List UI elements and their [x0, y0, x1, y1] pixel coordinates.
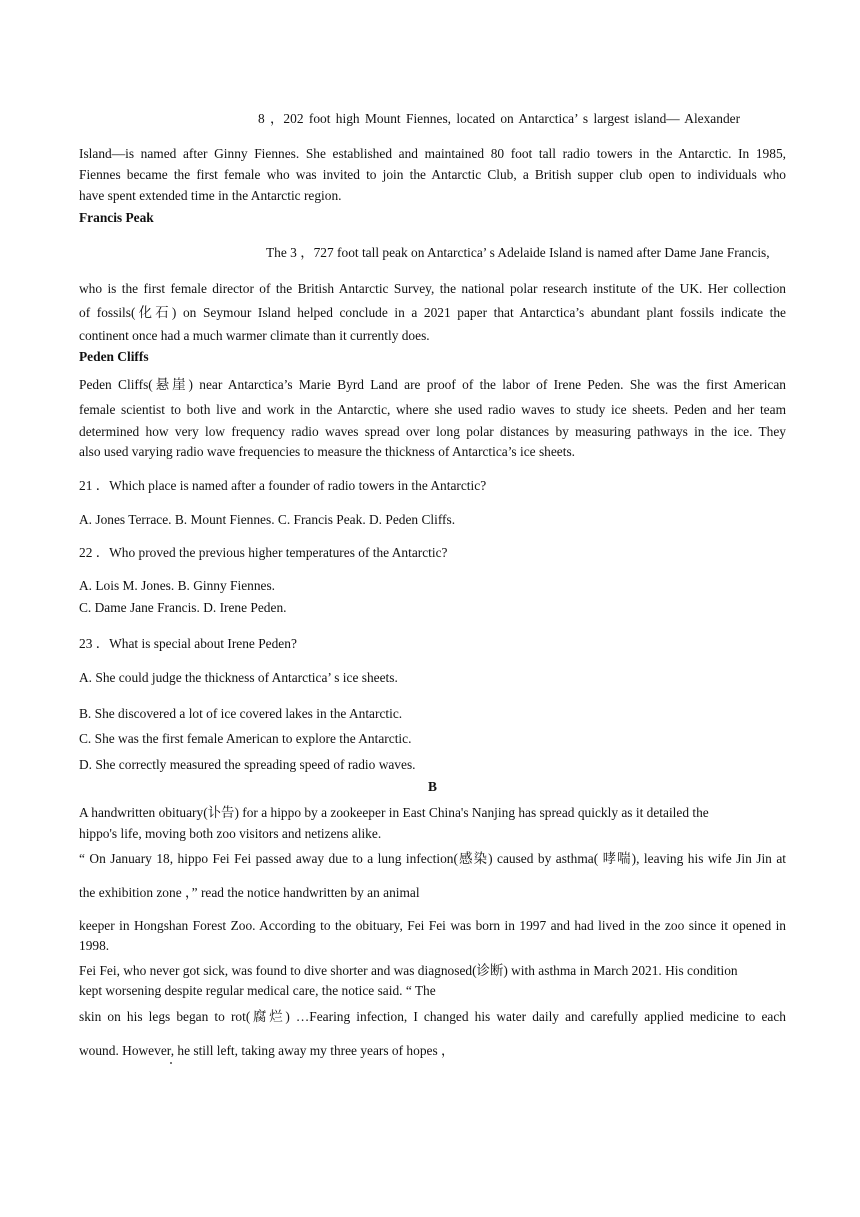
passage-b-line-8: kept worsening despite regular medical care, the notice said. “ The	[79, 983, 436, 998]
passage-b-line-4: the exhibition zone ，” read the notice handwritten by an animal	[79, 885, 420, 900]
peden-line-4: also used varying radio wave frequencies to measure the thickness of Antarctica’s ice sheets.	[79, 444, 576, 459]
passage-b-line-2: hippo's life, moving both zoo visitors and netizens alike.	[79, 826, 382, 841]
passage-label-b: B	[428, 779, 437, 794]
passage-b-line-6: 1998.	[79, 938, 110, 953]
question-23-option-d: D. She correctly measured the spreading speed of radio waves.	[79, 757, 416, 772]
section-heading-peden-cliffs: Peden Cliffs	[79, 349, 149, 364]
question-23-option-b: B. She discovered a lot of ice covered lakes in the Antarctic.	[79, 706, 403, 721]
francis-line-1: The 3 ，727 foot tall peak on Antarctica’ s Adelaide Island is named after Dame Jane Francis,	[266, 245, 770, 260]
peden-line-3: determined how very low frequency radio waves spread over long polar distances by measuring pathways in the ice. They	[79, 424, 786, 439]
stray-mark	[170, 1062, 172, 1064]
question-23-option-a: A. She could judge the thickness of Antarctica’ s ice sheets.	[79, 670, 398, 685]
fiennes-line-2: Island—is named after Ginny Fiennes. She established and maintained 80 foot tall radio towers in the Antarctic. In 1985,	[79, 146, 786, 161]
passage-b-line-9: skin on his legs began to rot(腐烂) …Fearing infection, I changed his water daily and carefully applied medicine to each	[79, 1009, 786, 1024]
fiennes-line-3: Fiennes became the first female who was invited to join the Antarctic Club, a British supper club open to individuals who	[79, 167, 786, 182]
passage-b-line-3: “ On January 18, hippo Fei Fei passed away due to a lung infection(感染) caused by asthma( 哮喘), leaving his wife Jin Jin at	[79, 851, 786, 866]
francis-line-4: continent once had a much warmer climate than it currently does.	[79, 328, 430, 343]
question-21-options: A. Jones Terrace. B. Mount Fiennes. C. Francis Peak. D. Peden Cliffs.	[79, 512, 456, 527]
peden-line-2: female scientist to both live and work in the Antarctic, where she used radio waves to study ice sheets. Peden and her team	[79, 402, 786, 417]
question-22: 22 ．Who proved the previous higher temperatures of the Antarctic?	[79, 545, 448, 560]
question-22-options-line-1: A. Lois M. Jones. B. Ginny Fiennes.	[79, 578, 276, 593]
section-heading-francis-peak: Francis Peak	[79, 210, 154, 225]
passage-b-line-7: Fei Fei, who never got sick, was found to dive shorter and was diagnosed(诊断) with asthma in March 2021. His condition	[79, 963, 738, 978]
francis-line-2: who is the first female director of the British Antarctic Survey, the national polar research institute of the UK. Her collection	[79, 281, 786, 296]
question-22-options-line-2: C. Dame Jane Francis. D. Irene Peden.	[79, 600, 287, 615]
fiennes-line-1: 8 ，202 foot high Mount Fiennes, located on Antarctica’ s largest island— Alexander	[258, 111, 741, 126]
question-21: 21 ．Which place is named after a founder of radio towers in the Antarctic?	[79, 478, 487, 493]
question-23-option-c: C. She was the first female American to explore the Antarctic.	[79, 731, 412, 746]
fiennes-line-4: have spent extended time in the Antarctic region.	[79, 188, 342, 203]
peden-line-1: Peden Cliffs(悬崖) near Antarctica’s Marie Byrd Land are proof of the labor of Irene Peden. She was the first American	[79, 377, 786, 392]
question-23: 23 ．What is special about Irene Peden?	[79, 636, 297, 651]
francis-line-3: of fossils(化石) on Seymour Island helped conclude in a 2021 paper that Antarctica’s abundant plant fossils indicate the	[79, 305, 786, 320]
passage-b-line-5: keeper in Hongshan Forest Zoo. According to the obituary, Fei Fei was born in 1997 and had lived in the zoo since it opened in	[79, 918, 786, 933]
passage-b-line-1: A handwritten obituary(讣告) for a hippo by a zookeeper in East China's Nanjing has spread quickly as it detailed the	[79, 805, 709, 820]
passage-b-line-10: wound. However, he still left, taking away my three years of hopes ，	[79, 1043, 455, 1058]
